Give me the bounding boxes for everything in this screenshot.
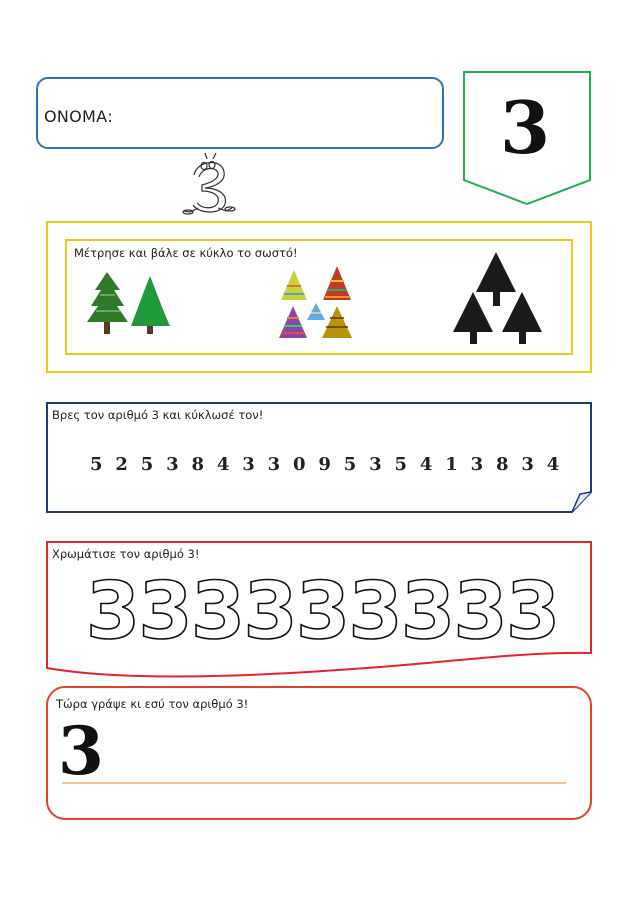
digit-item[interactable]: 5 (90, 454, 104, 475)
outline-digit-three[interactable]: 3 (453, 567, 508, 657)
digit-item[interactable]: 4 (419, 454, 433, 475)
digit-item[interactable]: 4 (216, 454, 230, 475)
outline-digit-three[interactable]: 3 (138, 567, 193, 657)
digit-item[interactable]: 9 (318, 454, 332, 475)
digit-item[interactable]: 2 (115, 454, 129, 475)
digit-item[interactable]: 8 (496, 454, 510, 475)
digit-item[interactable]: 3 (242, 454, 256, 475)
digit-item[interactable]: 3 (267, 454, 281, 475)
digit-item[interactable]: 5 (394, 454, 408, 475)
write-instruction: Τώρα γράψε κι εσύ τον αριθμό 3! (56, 697, 249, 711)
digit-item[interactable]: 0 (293, 454, 307, 475)
outline-digit-three[interactable]: 3 (295, 567, 351, 657)
count-instruction: Μέτρησε και βάλε σε κύκλο το σωστό! (74, 246, 298, 260)
digit-item[interactable]: 3 (369, 454, 383, 475)
digit-item[interactable]: 5 (140, 454, 154, 475)
badge-number: 3 (500, 85, 551, 170)
outline-digit-three[interactable]: 3 (85, 567, 141, 657)
writing-area[interactable] (110, 735, 560, 781)
digit-item[interactable]: 1 (445, 454, 459, 475)
name-label: ΟΝΟΜΑ: (44, 107, 114, 126)
digit-item[interactable]: 4 (546, 454, 560, 475)
digit-item[interactable]: 8 (191, 454, 205, 475)
write-example-digit: 3 (58, 712, 104, 790)
find-instruction: Βρες τον αριθμό 3 και κύκλωσέ τον! (52, 408, 264, 422)
outline-digit-three[interactable]: 3 (348, 567, 403, 657)
digit-item[interactable]: 5 (343, 454, 357, 475)
color-instruction: Χρωμάτισε τον αριθμό 3! (52, 547, 200, 561)
outline-digit-three[interactable]: 3 (400, 567, 456, 657)
digit-item[interactable]: 3 (470, 454, 484, 475)
outline-digit-three[interactable]: 3 (243, 567, 298, 657)
outline-digit-three[interactable]: 3 (190, 567, 246, 657)
digit-item[interactable]: 3 (166, 454, 180, 475)
digit-item[interactable]: 3 (521, 454, 535, 475)
outline-digit-three[interactable]: 3 (505, 567, 561, 657)
